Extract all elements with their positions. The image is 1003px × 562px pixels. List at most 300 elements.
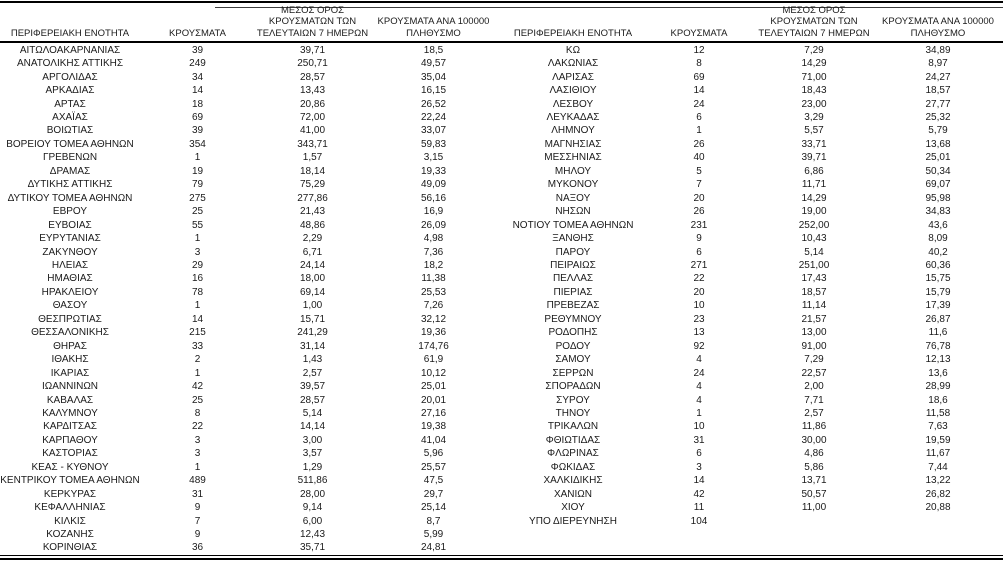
per100k-cell: 41,04: [420, 434, 447, 446]
per100k-cell: 56,16: [420, 192, 447, 204]
avg7-cell: 5,57: [804, 125, 824, 137]
avg7-cell: 7,71: [804, 394, 824, 406]
avg7-cell: 6,00: [302, 515, 323, 527]
avg7-cell: 5,14: [804, 246, 824, 258]
column-header-region: [503, 28, 643, 42]
per100k-cell: 24,81: [420, 542, 447, 554]
table-row: [503, 70, 1003, 83]
cases-cell: 78: [191, 286, 204, 298]
table-row: [0, 84, 497, 97]
region-name-cell: ΠΙΕΡΙΑΣ: [553, 286, 593, 298]
region-name-cell: ΔΥΤΙΚΟΥ ΤΟΜΕΑ ΑΘΗΝΩΝ: [7, 192, 133, 204]
table-row: [0, 461, 497, 474]
table-row: [0, 393, 497, 406]
avg7-cell: 2,57: [302, 367, 323, 379]
region-name-cell: ΔΡΑΜΑΣ: [49, 165, 91, 177]
per100k-cell: 174,76: [418, 340, 449, 352]
per100k-cell: 19,38: [420, 421, 447, 433]
region-name-cell: ΑΡΤΑΣ: [54, 98, 86, 110]
avg7-cell: 19,00: [801, 206, 827, 218]
cases-cell: 31: [191, 488, 204, 500]
per100k-cell: 59,83: [420, 138, 447, 150]
region-name-cell: ΔΥΤΙΚΗΣ ΑΤΤΙΚΗΣ: [27, 179, 113, 191]
table-row: [503, 245, 1003, 258]
avg7-cell: 2,57: [804, 407, 824, 419]
region-name-cell: ΘΑΣΟΥ: [52, 300, 88, 312]
table-row: [0, 380, 497, 393]
region-name-cell: ΦΩΚΙΔΑΣ: [550, 461, 596, 473]
avg7-cell: 91,00: [801, 340, 827, 352]
table-row: [0, 366, 497, 379]
table-row: [503, 97, 1003, 110]
per100k-cell: 8,09: [928, 233, 948, 245]
table-row: [0, 245, 497, 258]
cases-cell: 14: [191, 85, 204, 97]
per100k-cell: 61,9: [423, 354, 444, 366]
avg7-cell: 39,71: [801, 152, 827, 164]
region-name-cell: ΛΕΥΚΑΔΑΣ: [546, 111, 600, 123]
avg7-cell: 31,14: [299, 340, 326, 352]
avg7-cell: 13,43: [299, 85, 326, 97]
region-name-cell: ΝΑΞΟΥ: [555, 192, 591, 204]
avg7-cell: 252,00: [798, 219, 830, 231]
table-row: [503, 286, 1003, 299]
avg7-cell: 10,43: [801, 233, 827, 245]
bottom-border-thin-line: [0, 555, 1003, 556]
cases-cell: 231: [690, 219, 708, 231]
left-table-header: [0, 3, 497, 41]
region-name-cell: ΞΑΝΘΗΣ: [552, 233, 594, 245]
avg7-cell: 13,00: [801, 327, 827, 339]
avg7-cell: 33,71: [801, 138, 827, 150]
region-name-cell: ΛΑΣΙΘΙΟΥ: [549, 85, 597, 97]
table-row: [0, 57, 497, 70]
table-row: [503, 420, 1003, 433]
cases-cell: 24: [693, 367, 705, 379]
cases-cell: 33: [191, 340, 204, 352]
table-row: [503, 434, 1003, 447]
region-name-cell: ΚΑΣΤΟΡΙΑΣ: [42, 448, 98, 460]
table-row: [503, 461, 1003, 474]
cases-cell: 1: [696, 125, 702, 137]
region-name-cell: ΑΡΓΟΛΙΔΑΣ: [42, 71, 98, 83]
per100k-cell: 5,79: [928, 125, 948, 137]
table-row: [0, 272, 497, 285]
table-row: [503, 84, 1003, 97]
cases-cell: 25: [191, 394, 204, 406]
avg7-cell: 277,86: [297, 192, 328, 204]
column-header-region: [0, 28, 140, 42]
avg7-cell: 511,86: [297, 475, 328, 487]
avg7-cell: 15,71: [299, 313, 326, 325]
table-row: [503, 124, 1003, 137]
region-name-cell: ΚΑΛΥΜΝΟΥ: [42, 407, 98, 419]
table-row: [503, 447, 1003, 460]
table-row: [0, 514, 497, 527]
per100k-cell: 20,88: [925, 502, 951, 514]
per100k-cell: 12,13: [925, 354, 951, 366]
table-row: [0, 313, 497, 326]
cases-cell: 20: [693, 286, 705, 298]
cases-cell: 6: [696, 246, 702, 258]
per100k-cell: 40,2: [928, 246, 948, 258]
cases-cell: 6: [696, 448, 702, 460]
table-row: [503, 313, 1003, 326]
region-name-cell: ΖΑΚΥΝΘΟΥ: [42, 246, 98, 258]
avg7-cell: 11,71: [801, 179, 827, 191]
region-name-cell: ΑΡΚΑΔΙΑΣ: [45, 85, 95, 97]
avg7-cell: 28,57: [299, 394, 326, 406]
table-row: [0, 528, 497, 541]
cases-cell: 1: [194, 152, 201, 164]
region-name-cell: ΣΕΡΡΩΝ: [552, 367, 594, 379]
cases-cell: 3: [696, 461, 702, 473]
region-name-cell: ΠΕΛΛΑΣ: [552, 273, 594, 285]
table-row: [503, 272, 1003, 285]
region-name-cell: ΘΕΣΣΑΛΟΝΙΚΗΣ: [31, 327, 109, 339]
region-name-cell: ΒΟΙΩΤΙΑΣ: [46, 125, 94, 137]
region-name-cell: ΓΡΕΒΕΝΩΝ: [42, 152, 98, 164]
table-row: [0, 434, 497, 447]
per100k-cell: 17,39: [925, 300, 951, 312]
cases-cell: 1: [194, 461, 201, 473]
region-name-cell: ΠΡΕΒΕΖΑΣ: [546, 300, 600, 312]
table-row: [503, 138, 1003, 151]
avg7-cell: 39,57: [299, 381, 326, 393]
cases-cell: 11: [693, 502, 705, 514]
column-header-cases-label: ΚΡΟΥΣΜΑΤΑ: [670, 27, 728, 39]
avg7-cell: 39,71: [299, 44, 326, 56]
per100k-cell: 18,57: [925, 85, 951, 97]
column-header-7day-average: ΜΕΣΟΣ ΟΡΟΣ ΚΡΟΥΣΜΑΤΩΝ ΤΩΝ ΤΕΛΕΥΤΑΙΩΝ 7 ΗΜΕΡΩΝ: [256, 4, 369, 39]
cases-cell: 14: [693, 475, 705, 487]
column-header-cases-per-100000: ΚΡΟΥΣΜΑΤΑ ΑΝΑ 100000 ΠΛΗΘΥΣΜΟ: [377, 16, 490, 39]
region-name-cell: ΗΜΑΘΙΑΣ: [47, 273, 93, 285]
avg7-cell: 5,14: [302, 407, 323, 419]
cases-cell: 79: [191, 179, 204, 191]
per100k-cell: 26,09: [420, 219, 447, 231]
cases-cell: 39: [191, 125, 204, 137]
avg7-cell: 1,29: [302, 461, 323, 473]
region-name-cell: ΝΗΣΩΝ: [555, 206, 591, 218]
table-row: [503, 474, 1003, 487]
region-name-cell: ΗΡΑΚΛΕΙΟΥ: [41, 286, 99, 298]
cases-cell: 14: [191, 313, 204, 325]
table-row: [0, 111, 497, 124]
cases-cell: 14: [693, 85, 705, 97]
avg7-cell: 11,00: [801, 502, 827, 514]
table-row: [0, 487, 497, 500]
cases-cell: 1: [194, 233, 201, 245]
per100k-cell: 13,22: [925, 475, 951, 487]
per100k-cell: 35,04: [420, 71, 447, 83]
per100k-cell: 4,98: [423, 233, 444, 245]
table-row: [0, 70, 497, 83]
cases-cell: 9: [696, 233, 702, 245]
avg7-cell: 241,29: [297, 327, 328, 339]
region-name-cell: ΚΟΖΑΝΗΣ: [46, 529, 94, 541]
cases-cell: 34: [191, 71, 204, 83]
avg7-cell: 11,14: [801, 300, 827, 312]
table-row: [0, 407, 497, 420]
region-name-cell: ΚΩ: [565, 44, 581, 56]
avg7-cell: 75,29: [299, 179, 326, 191]
per100k-cell: 8,97: [928, 58, 948, 70]
cases-cell: 25: [191, 206, 204, 218]
cases-cell: 13: [693, 327, 705, 339]
per100k-cell: 22,24: [420, 111, 447, 123]
column-header-7day-average: ΜΕΣΟΣ ΟΡΟΣ ΚΡΟΥΣΜΑΤΩΝ ΤΩΝ ΤΕΛΕΥΤΑΙΩΝ 7 ΗΜΕΡΩΝ: [758, 4, 870, 39]
region-name-cell: ΘΕΣΠΡΩΤΙΑΣ: [38, 313, 102, 325]
per100k-cell: 7,36: [423, 246, 444, 258]
region-name-cell: ΚΑΡΠΑΘΟΥ: [42, 434, 98, 446]
region-name-cell: ΧΑΝΙΩΝ: [553, 488, 593, 500]
region-name-cell: ΣΑΜΟΥ: [555, 354, 591, 366]
right-table-header: [503, 3, 1003, 41]
region-name-cell: ΧΑΛΚΙΔΙΚΗΣ: [543, 475, 603, 487]
per100k-cell: 28,99: [925, 381, 951, 393]
cases-cell: 29: [191, 259, 204, 271]
table-row: [503, 299, 1003, 312]
avg7-cell: 18,43: [801, 85, 827, 97]
cases-cell: 69: [191, 111, 204, 123]
table-row: [0, 541, 497, 554]
avg7-cell: 28,00: [299, 488, 326, 500]
column-header-cases-per-100000: ΚΡΟΥΣΜΑΤΑ ΑΝΑ 100000 ΠΛΗΘΥΣΜΟ: [882, 16, 994, 39]
cases-cell: 24: [693, 98, 705, 110]
avg7-cell: 28,57: [299, 71, 326, 83]
region-name-cell: ΡΟΔΟΥ: [555, 340, 591, 352]
cases-cell: 6: [696, 111, 702, 123]
region-name-cell: ΜΥΚΟΝΟΥ: [547, 179, 599, 191]
avg7-cell: 11,86: [801, 421, 827, 433]
table-row: [503, 353, 1003, 366]
per100k-cell: 25,14: [420, 502, 447, 514]
region-name-cell: ΜΗΛΟΥ: [554, 165, 592, 177]
table-row: [0, 97, 497, 110]
avg7-cell: 4,86: [804, 448, 824, 460]
column-header-region-label: ΠΕΡΙΦΕΡΕΙΑΚΗ ΕΝΟΤΗΤΑ: [513, 27, 633, 39]
region-name-cell: ΚΟΡΙΝΘΙΑΣ: [42, 542, 98, 554]
table-row: [503, 380, 1003, 393]
region-name-cell: ΣΠΟΡΑΔΩΝ: [545, 381, 601, 393]
region-name-cell: ΧΙΟΥ: [561, 502, 585, 514]
per100k-cell: 49,57: [420, 58, 447, 70]
per100k-cell: 43,6: [928, 219, 948, 231]
cases-cell: 4: [696, 381, 702, 393]
cases-cell: 3: [194, 434, 201, 446]
avg7-cell: 6,71: [302, 246, 323, 258]
per100k-cell: 19,33: [420, 165, 447, 177]
table-row: [0, 232, 497, 245]
cases-cell: 69: [693, 71, 705, 83]
region-name-cell: ΙΩΑΝΝΙΝΩΝ: [41, 381, 99, 393]
table-row: [0, 259, 497, 272]
per100k-cell: 25,53: [420, 286, 447, 298]
region-name-cell: ΣΥΡΟΥ: [556, 394, 590, 406]
table-row: [503, 393, 1003, 406]
avg7-cell: 6,86: [804, 165, 824, 177]
table-row: [0, 44, 497, 57]
per100k-cell: 25,01: [420, 381, 447, 393]
per100k-cell: 25,32: [925, 111, 951, 123]
region-name-cell: ΤΡΙΚΑΛΩΝ: [547, 421, 599, 433]
avg7-cell: 1,43: [302, 354, 323, 366]
column-header-cases: [140, 28, 255, 42]
table-row: [0, 501, 497, 514]
table-row: [503, 366, 1003, 379]
avg7-cell: 3,00: [302, 434, 323, 446]
per100k-cell: 8,7: [426, 515, 441, 527]
left-table-body: [0, 44, 497, 555]
cases-cell: 249: [189, 58, 206, 70]
per100k-cell: 15,79: [925, 286, 951, 298]
cases-cell: 39: [191, 44, 204, 56]
table-row: [0, 178, 497, 191]
avg7-cell: 18,00: [299, 273, 326, 285]
avg7-cell: 17,43: [801, 273, 827, 285]
table-row: [503, 218, 1003, 231]
per100k-cell: 10,12: [420, 367, 447, 379]
table-row: [503, 259, 1003, 272]
per100k-cell: 34,83: [925, 206, 951, 218]
per100k-cell: 11,58: [925, 407, 951, 419]
table-row: [503, 57, 1003, 70]
cases-cell: 9: [194, 502, 201, 514]
cases-cell: 31: [693, 434, 705, 446]
region-name-cell: ΜΑΓΝΗΣΙΑΣ: [544, 138, 602, 150]
cases-cell: 10: [693, 300, 705, 312]
per100k-cell: 7,63: [928, 421, 948, 433]
region-name-cell: ΚΕΝΤΡΙΚΟΥ ΤΟΜΕΑ ΑΘΗΝΩΝ: [0, 475, 140, 487]
column-header-cases-label: ΚΡΟΥΣΜΑΤΑ: [169, 27, 226, 39]
cases-cell: 40: [693, 152, 705, 164]
region-name-cell: ΡΕΘΥΜΝΟΥ: [544, 313, 602, 325]
cases-cell: 8: [194, 407, 201, 419]
per100k-cell: 5,96: [423, 448, 444, 460]
table-row: [0, 474, 497, 487]
table-row: [503, 339, 1003, 352]
per100k-cell: 18,5: [423, 44, 444, 56]
region-name-cell: ΠΑΡΟΥ: [555, 246, 591, 258]
region-name-cell: ΦΘΙΩΤΙΔΑΣ: [545, 434, 601, 446]
region-name-cell: ΙΘΑΚΗΣ: [51, 354, 89, 366]
table-row: [503, 326, 1003, 339]
region-name-cell: ΛΑΚΩΝΙΑΣ: [547, 58, 599, 70]
per100k-cell: 25,01: [925, 152, 951, 164]
table-row: [503, 165, 1003, 178]
avg7-cell: 343,71: [297, 138, 328, 150]
avg7-cell: 24,14: [299, 259, 326, 271]
per100k-cell: 49,09: [420, 179, 447, 191]
table-row: [0, 339, 497, 352]
per100k-cell: 13,6: [928, 367, 948, 379]
avg7-cell: 21,57: [801, 313, 827, 325]
table-row: [503, 407, 1003, 420]
per100k-cell: 19,36: [420, 327, 447, 339]
per100k-cell: 26,82: [925, 488, 951, 500]
cases-cell: 275: [189, 192, 206, 204]
per100k-cell: 76,78: [925, 340, 951, 352]
per100k-cell: 11,67: [925, 448, 951, 460]
per100k-cell: 60,36: [925, 259, 951, 271]
avg7-cell: 41,00: [299, 125, 326, 137]
table-row: [503, 501, 1003, 514]
region-name-cell: ΚΑΡΔΙΤΣΑΣ: [43, 421, 97, 433]
cases-cell: 23: [693, 313, 705, 325]
region-name-cell: ΕΥΒΟΙΑΣ: [48, 219, 92, 231]
per100k-cell: 47,5: [423, 475, 444, 487]
avg7-cell: 14,29: [801, 192, 827, 204]
per100k-cell: 7,44: [928, 461, 948, 473]
table-row: [0, 165, 497, 178]
avg7-cell: 71,00: [801, 71, 827, 83]
region-name-cell: ΕΒΡΟΥ: [52, 206, 88, 218]
per100k-cell: 13,68: [925, 138, 951, 150]
table-row: [0, 353, 497, 366]
avg7-cell: 9,14: [302, 502, 323, 514]
per100k-cell: 20,01: [420, 394, 447, 406]
table-row: [0, 326, 497, 339]
region-name-cell: ΑΝΑΤΟΛΙΚΗΣ ΑΤΤΙΚΗΣ: [16, 58, 124, 70]
cases-cell: 18: [191, 98, 204, 110]
per100k-cell: 18,6: [928, 394, 948, 406]
region-name-cell: ΚΕΡΚΥΡΑΣ: [43, 488, 97, 500]
cases-cell: 7: [696, 179, 702, 191]
per100k-cell: 95,98: [925, 192, 951, 204]
cases-cell: 22: [191, 421, 204, 433]
avg7-cell: 69,14: [299, 286, 326, 298]
region-name-cell: ΑΙΤΩΛΟΑΚΑΡΝΑΝΙΑΣ: [19, 44, 121, 56]
cases-cell: 36: [191, 542, 204, 554]
region-name-cell: ΛΑΡΙΣΑΣ: [552, 71, 594, 83]
region-name-cell: ΕΥΡΥΤΑΝΙΑΣ: [39, 233, 101, 245]
cases-cell: 4: [696, 394, 702, 406]
region-name-cell: ΝΟΤΙΟΥ ΤΟΜΕΑ ΑΘΗΝΩΝ: [512, 219, 634, 231]
avg7-cell: 250,71: [297, 58, 328, 70]
avg7-cell: 23,00: [801, 98, 827, 110]
avg7-cell: 35,71: [299, 542, 326, 554]
per100k-cell: 25,57: [420, 461, 447, 473]
cases-cell: 9: [194, 529, 201, 541]
column-header-region-label: ΠΕΡΙΦΕΡΕΙΑΚΗ ΕΝΟΤΗΤΑ: [10, 27, 130, 39]
bottom-border-thick-line: [0, 558, 1003, 560]
region-name-cell: ΛΕΣΒΟΥ: [552, 98, 594, 110]
region-name-cell: ΤΗΝΟΥ: [555, 407, 591, 419]
per100k-cell: 19,59: [925, 434, 951, 446]
cases-cell: 3: [194, 246, 201, 258]
cases-cell: 5: [696, 165, 702, 177]
table-row: [503, 151, 1003, 164]
per100k-cell: 18,2: [423, 259, 444, 271]
region-name-cell: ΙΚΑΡΙΑΣ: [50, 367, 90, 379]
cases-cell: 1: [696, 407, 702, 419]
per100k-cell: 34,89: [925, 44, 951, 56]
table-row: [0, 124, 497, 137]
region-name-cell: ΠΕΙΡΑΙΩΣ: [550, 259, 596, 271]
table-row: [0, 218, 497, 231]
region-name-cell: ΗΛΕΙΑΣ: [51, 259, 89, 271]
avg7-cell: 72,00: [299, 111, 326, 123]
per100k-cell: 50,34: [925, 165, 951, 177]
cases-cell: 271: [690, 259, 708, 271]
cases-cell: 354: [189, 138, 206, 150]
per100k-cell: 5,99: [423, 529, 444, 541]
cases-cell: 10: [693, 421, 705, 433]
table-row: [503, 191, 1003, 204]
avg7-cell: 30,00: [801, 434, 827, 446]
region-name-cell: ΚΕΑΣ - ΚΥΘΝΟΥ: [31, 461, 109, 473]
